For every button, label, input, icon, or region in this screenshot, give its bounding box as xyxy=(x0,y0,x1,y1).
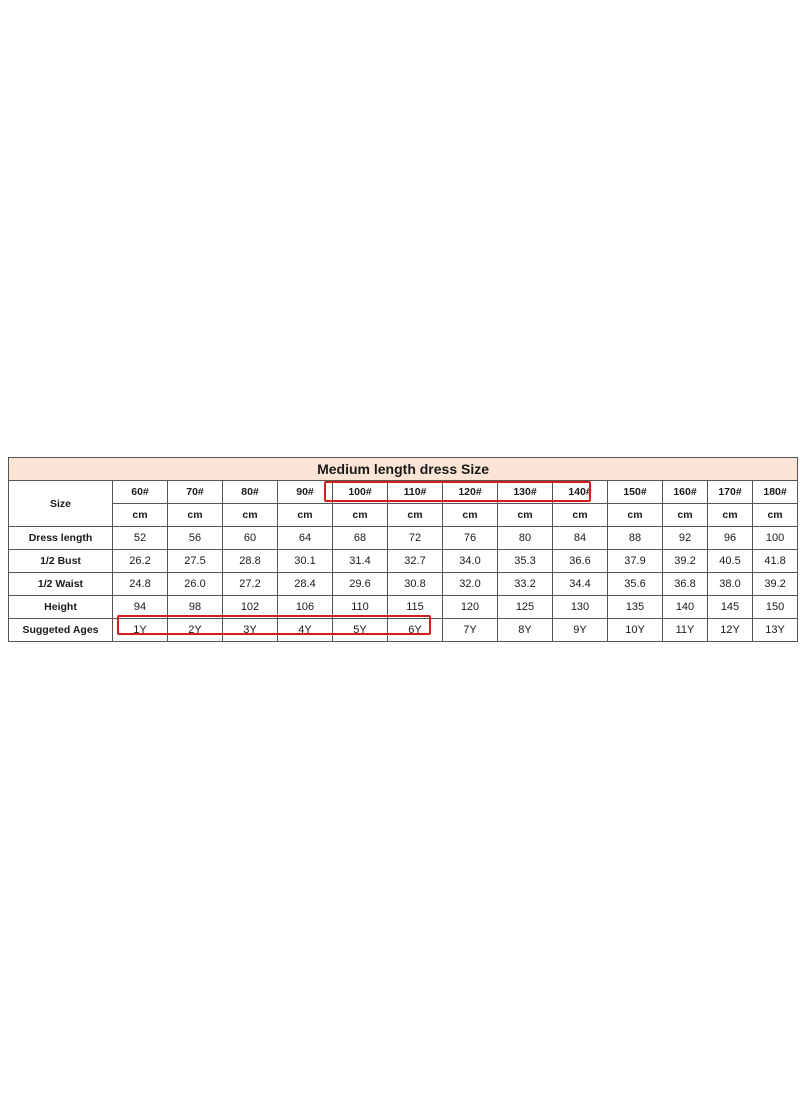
value-cell: 38.0 xyxy=(708,573,753,596)
value-cell: 35.3 xyxy=(498,550,553,573)
value-cell: 140 xyxy=(663,596,708,619)
unit-cell: cm xyxy=(498,504,553,527)
size-label: Size xyxy=(9,481,113,527)
size-cell: 100# xyxy=(333,481,388,504)
value-cell: 145 xyxy=(708,596,753,619)
table-row xyxy=(9,619,798,642)
value-cell: 10Y xyxy=(608,619,663,642)
table-row xyxy=(9,527,798,550)
value-cell: 36.6 xyxy=(553,550,608,573)
value-cell: 13Y xyxy=(753,619,798,642)
value-cell: 84 xyxy=(553,527,608,550)
value-cell: 12Y xyxy=(708,619,753,642)
unit-cell: cm xyxy=(333,504,388,527)
row-label: 1/2 Bust xyxy=(9,550,113,573)
value-cell: 34.4 xyxy=(553,573,608,596)
value-cell: 26.0 xyxy=(168,573,223,596)
value-cell: 27.5 xyxy=(168,550,223,573)
size-cell: 130# xyxy=(498,481,553,504)
value-cell: 28.4 xyxy=(278,573,333,596)
value-cell: 32.7 xyxy=(388,550,443,573)
value-cell: 110 xyxy=(333,596,388,619)
value-cell: 4Y xyxy=(278,619,333,642)
size-cell: 70# xyxy=(168,481,223,504)
value-cell: 32.0 xyxy=(443,573,498,596)
value-cell: 60 xyxy=(223,527,278,550)
size-cell: 80# xyxy=(223,481,278,504)
value-cell: 6Y xyxy=(388,619,443,642)
size-cell: 60# xyxy=(113,481,168,504)
value-cell: 52 xyxy=(113,527,168,550)
value-cell: 5Y xyxy=(333,619,388,642)
value-cell: 98 xyxy=(168,596,223,619)
size-cell: 160# xyxy=(663,481,708,504)
size-cell: 150# xyxy=(608,481,663,504)
row-label: Suggeted Ages xyxy=(9,619,113,642)
value-cell: 102 xyxy=(223,596,278,619)
table-row xyxy=(9,573,798,596)
unit-cell: cm xyxy=(663,504,708,527)
size-chart-table xyxy=(8,457,798,642)
value-cell: 3Y xyxy=(223,619,278,642)
value-cell: 11Y xyxy=(663,619,708,642)
value-cell: 29.6 xyxy=(333,573,388,596)
value-cell: 39.2 xyxy=(663,550,708,573)
value-cell: 72 xyxy=(388,527,443,550)
value-cell: 36.8 xyxy=(663,573,708,596)
size-cell: 110# xyxy=(388,481,443,504)
value-cell: 94 xyxy=(113,596,168,619)
unit-cell: cm xyxy=(708,504,753,527)
table-title: Medium length dress Size xyxy=(9,458,798,481)
size-cell: 120# xyxy=(443,481,498,504)
unit-cell: cm xyxy=(113,504,168,527)
value-cell: 2Y xyxy=(168,619,223,642)
value-cell: 34.0 xyxy=(443,550,498,573)
row-label: Height xyxy=(9,596,113,619)
size-cell: 180# xyxy=(753,481,798,504)
value-cell: 28.8 xyxy=(223,550,278,573)
value-cell: 7Y xyxy=(443,619,498,642)
value-cell: 41.8 xyxy=(753,550,798,573)
size-cell: 170# xyxy=(708,481,753,504)
value-cell: 31.4 xyxy=(333,550,388,573)
value-cell: 33.2 xyxy=(498,573,553,596)
value-cell: 120 xyxy=(443,596,498,619)
unit-cell: cm xyxy=(753,504,798,527)
value-cell: 150 xyxy=(753,596,798,619)
value-cell: 30.1 xyxy=(278,550,333,573)
size-cell: 140# xyxy=(553,481,608,504)
value-cell: 88 xyxy=(608,527,663,550)
value-cell: 135 xyxy=(608,596,663,619)
value-cell: 96 xyxy=(708,527,753,550)
value-cell: 8Y xyxy=(498,619,553,642)
table-row xyxy=(9,596,798,619)
size-cell: 90# xyxy=(278,481,333,504)
unit-cell: cm xyxy=(553,504,608,527)
value-cell: 80 xyxy=(498,527,553,550)
unit-row xyxy=(9,504,798,527)
value-cell: 92 xyxy=(663,527,708,550)
value-cell: 130 xyxy=(553,596,608,619)
unit-cell: cm xyxy=(223,504,278,527)
table-row xyxy=(9,550,798,573)
title-row xyxy=(9,458,798,481)
unit-cell: cm xyxy=(388,504,443,527)
value-cell: 68 xyxy=(333,527,388,550)
value-cell: 1Y xyxy=(113,619,168,642)
value-cell: 40.5 xyxy=(708,550,753,573)
value-cell: 100 xyxy=(753,527,798,550)
value-cell: 9Y xyxy=(553,619,608,642)
row-label: 1/2 Waist xyxy=(9,573,113,596)
size-header-row xyxy=(9,481,798,504)
unit-cell: cm xyxy=(278,504,333,527)
row-label: Dress length xyxy=(9,527,113,550)
value-cell: 24.8 xyxy=(113,573,168,596)
unit-cell: cm xyxy=(168,504,223,527)
value-cell: 115 xyxy=(388,596,443,619)
value-cell: 76 xyxy=(443,527,498,550)
value-cell: 35.6 xyxy=(608,573,663,596)
value-cell: 27.2 xyxy=(223,573,278,596)
unit-cell: cm xyxy=(443,504,498,527)
value-cell: 64 xyxy=(278,527,333,550)
value-cell: 30.8 xyxy=(388,573,443,596)
value-cell: 106 xyxy=(278,596,333,619)
value-cell: 26.2 xyxy=(113,550,168,573)
unit-cell: cm xyxy=(608,504,663,527)
value-cell: 125 xyxy=(498,596,553,619)
value-cell: 56 xyxy=(168,527,223,550)
value-cell: 39.2 xyxy=(753,573,798,596)
value-cell: 37.9 xyxy=(608,550,663,573)
